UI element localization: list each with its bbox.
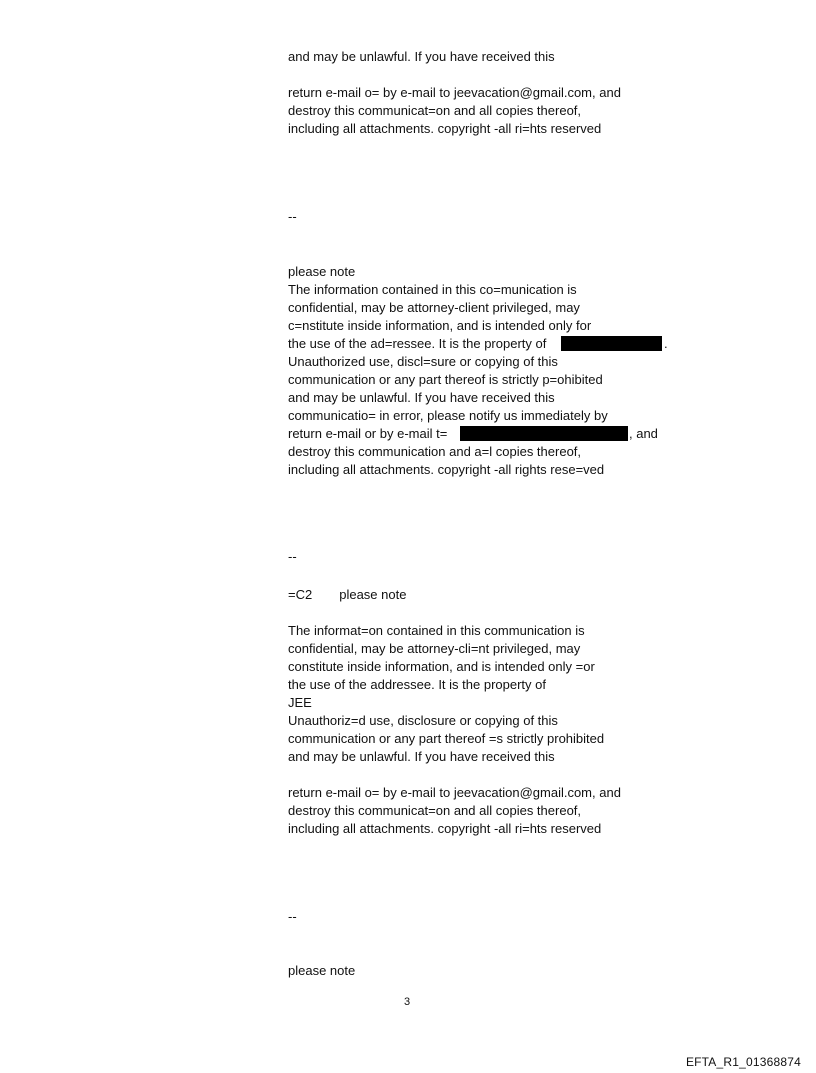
body-text-line: destroy this communicat=on and all copies thereof, bbox=[288, 103, 582, 118]
redaction-box bbox=[460, 426, 628, 441]
body-text-line: Unauthoriz=d use, disclosure or copying of this bbox=[288, 713, 558, 728]
body-text-line: including all attachments. copyright -all ri=hts reserved bbox=[288, 821, 602, 836]
body-text-line: and may be unlawful. If you have received this bbox=[288, 390, 555, 405]
body-text-line: including all attachments. copyright -all ri=hts reserved bbox=[288, 121, 602, 136]
body-text-line: communicatio= in error, please notify us immediately by bbox=[288, 408, 608, 423]
redaction-box bbox=[561, 336, 662, 351]
section-heading-line bbox=[288, 586, 406, 604]
body-text-line: destroy this communicat=on and all copies thereof, bbox=[288, 803, 582, 818]
separator: -- bbox=[288, 549, 297, 564]
body-text-line: constitute inside information, and is intended only =or bbox=[288, 659, 595, 674]
encoding-prefix: =C2 bbox=[288, 587, 313, 602]
page-number: 3 bbox=[404, 996, 411, 1008]
body-text-line: confidential, may be attorney-cli=nt privileged, may bbox=[288, 641, 581, 656]
body-text-line: c=nstitute inside information, and is intended only for bbox=[288, 318, 592, 333]
body-text-line: communication or any part thereof is strictly p=ohibited bbox=[288, 372, 603, 387]
body-text-line: JEE bbox=[288, 695, 312, 710]
body-text-line: destroy this communication and a=l copies thereof, bbox=[288, 444, 582, 459]
body-text-line: The information contained in this co=munication is bbox=[288, 282, 577, 297]
section-heading: please note bbox=[288, 963, 356, 978]
document-id: EFTA_R1_01368874 bbox=[685, 1055, 801, 1069]
body-text-line: the use of the addressee. It is the property of bbox=[288, 677, 546, 692]
body-text-line: return e-mail or by e-mail t= bbox=[288, 426, 448, 441]
separator: -- bbox=[288, 209, 297, 224]
body-text-line: including all attachments. copyright -all rights rese=ved bbox=[288, 462, 605, 477]
body-text-fragment: . bbox=[664, 336, 668, 351]
body-text-line: return e-mail o= by e-mail to jeevacation@gmail.com, and bbox=[288, 85, 621, 100]
body-text-line: and may be unlawful. If you have received this bbox=[288, 749, 555, 764]
body-text-line: and may be unlawful. If you have received this bbox=[288, 49, 555, 64]
body-text-line: Unauthorized use, discl=sure or copying of this bbox=[288, 354, 558, 369]
body-text-line: the use of the ad=ressee. It is the property of bbox=[288, 336, 547, 351]
body-text-line: confidential, may be attorney-client privileged, may bbox=[288, 300, 580, 315]
body-text-line: communication or any part thereof =s strictly prohibited bbox=[288, 731, 605, 746]
body-text-line: The informat=on contained in this communication is bbox=[288, 623, 585, 638]
body-text-line: return e-mail o= by e-mail to jeevacation@gmail.com, and bbox=[288, 785, 621, 800]
section-heading: please note bbox=[339, 587, 407, 602]
separator: -- bbox=[288, 909, 297, 924]
body-text-fragment: , and bbox=[629, 426, 658, 441]
section-heading: please note bbox=[288, 264, 356, 279]
